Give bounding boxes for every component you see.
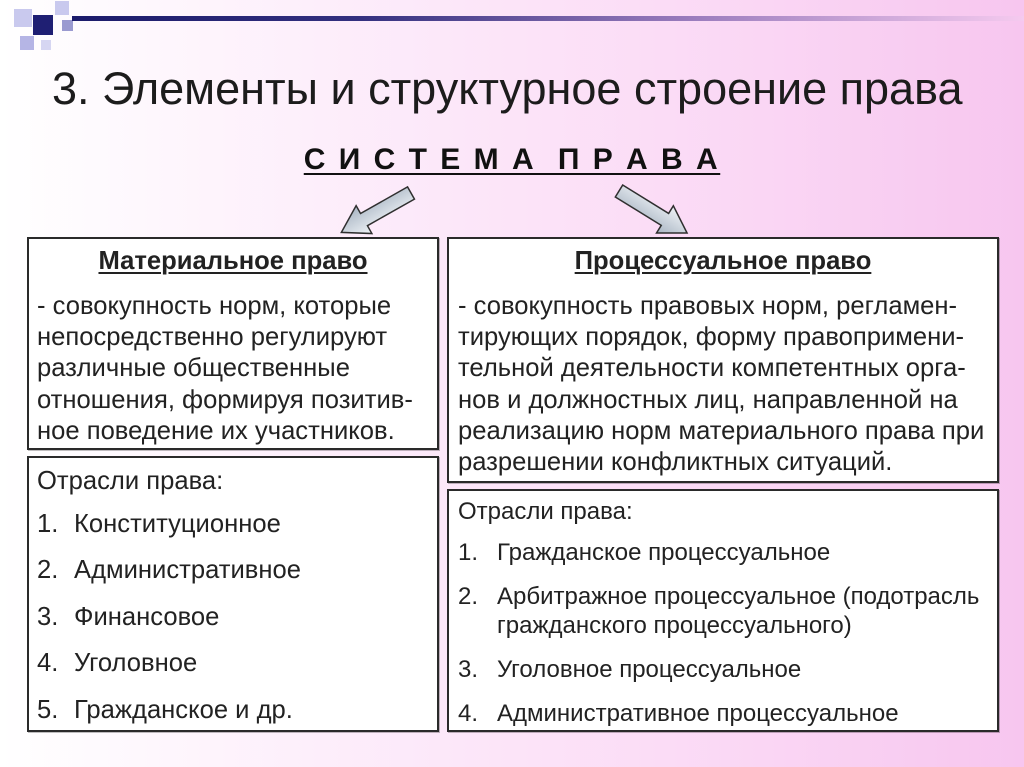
definition-line: непосредственно регулируют [37, 323, 388, 352]
branch-number: 5. [37, 695, 59, 724]
branch-number: 1. [37, 509, 59, 538]
definition-line: нов и должностных лиц, направленной на [458, 385, 958, 414]
slide-title: 3. Элементы и структурное строение права [52, 63, 963, 114]
decor-square [41, 40, 51, 50]
list-item [37, 602, 301, 633]
branch-number: 2. [37, 556, 59, 584]
definition-line: тельной деятельности компетентных орга- [458, 354, 966, 383]
definition-line: различные общественные [37, 354, 350, 383]
branch-name [74, 695, 293, 726]
branch-number: 4. [37, 649, 59, 677]
branch-name-line: Административное процессуальное [497, 699, 899, 727]
branches-list [458, 538, 979, 743]
branch-number: 3. [458, 655, 479, 683]
branch-number: 4. [458, 699, 479, 727]
list-item [37, 555, 301, 586]
material-law-heading: Материальное право [98, 247, 368, 275]
procedural-law-branches-box [447, 489, 999, 732]
branch-name [74, 648, 197, 679]
list-item [37, 509, 301, 540]
list-item [458, 582, 979, 640]
branch-name-line: Гражданское и др. [74, 695, 293, 724]
branch-number: 1. [458, 538, 479, 566]
procedural-law-definition-box [447, 237, 999, 483]
branch-name-line: Конституционное [74, 509, 281, 538]
material-law-definition-box [27, 237, 439, 450]
branch-number: 3. [37, 602, 59, 631]
branch-name-line: Финансовое [74, 602, 220, 631]
branches-list [37, 509, 301, 742]
branch-name [497, 582, 979, 640]
definition-line: отношения, формируя позитив- [37, 385, 413, 414]
branch-name [497, 538, 830, 567]
definition-line: - совокупность правовых норм, регламен- [458, 292, 958, 320]
branch-number: 2. [458, 582, 479, 610]
branch-name [74, 602, 219, 633]
list-item [37, 648, 301, 679]
branch-name-line: гражданского процессуального) [497, 611, 852, 639]
definition-line: тирующих порядок, форму правопримени- [458, 323, 965, 352]
decor-square [33, 15, 53, 35]
slide-subtitle [0, 142, 1024, 178]
branches-label: Отрасли права: [458, 497, 633, 525]
definition-line: реализацию норм материального права при [458, 416, 985, 445]
definition-line: - совокупность норм, которые [37, 292, 392, 320]
procedural-law-heading: Процессуальное право [574, 247, 872, 275]
list-item [37, 695, 301, 726]
list-item [458, 538, 979, 567]
subtitle-text: С И С Т Е М А П Р А В А [303, 143, 721, 176]
branch-name [497, 655, 801, 684]
decor-square [55, 1, 69, 15]
branch-name-line: Арбитражное процессуальное (подотрасль [497, 582, 980, 610]
definition-line: ное поведение их участников. [37, 416, 395, 445]
branch-name-line: Административное [74, 556, 301, 584]
procedural-law-definition [458, 291, 984, 478]
branch-name [74, 555, 301, 586]
list-item [458, 699, 979, 728]
branch-name-line: Уголовное процессуальное [497, 655, 802, 683]
branches-label: Отрасли права: [37, 466, 224, 495]
header-rule [72, 16, 1024, 21]
material-law-definition [37, 291, 413, 447]
material-law-branches-box [27, 456, 439, 732]
decor-square [14, 9, 32, 27]
decor-square [20, 36, 34, 50]
branch-name [497, 699, 899, 728]
branch-name [74, 509, 281, 540]
branch-name-line: Уголовное [74, 649, 198, 677]
list-item [458, 655, 979, 684]
decor-square [62, 20, 73, 31]
definition-line: разрешении конфликтных ситуаций. [458, 448, 893, 477]
branch-name-line: Гражданское процессуальное [497, 538, 831, 566]
